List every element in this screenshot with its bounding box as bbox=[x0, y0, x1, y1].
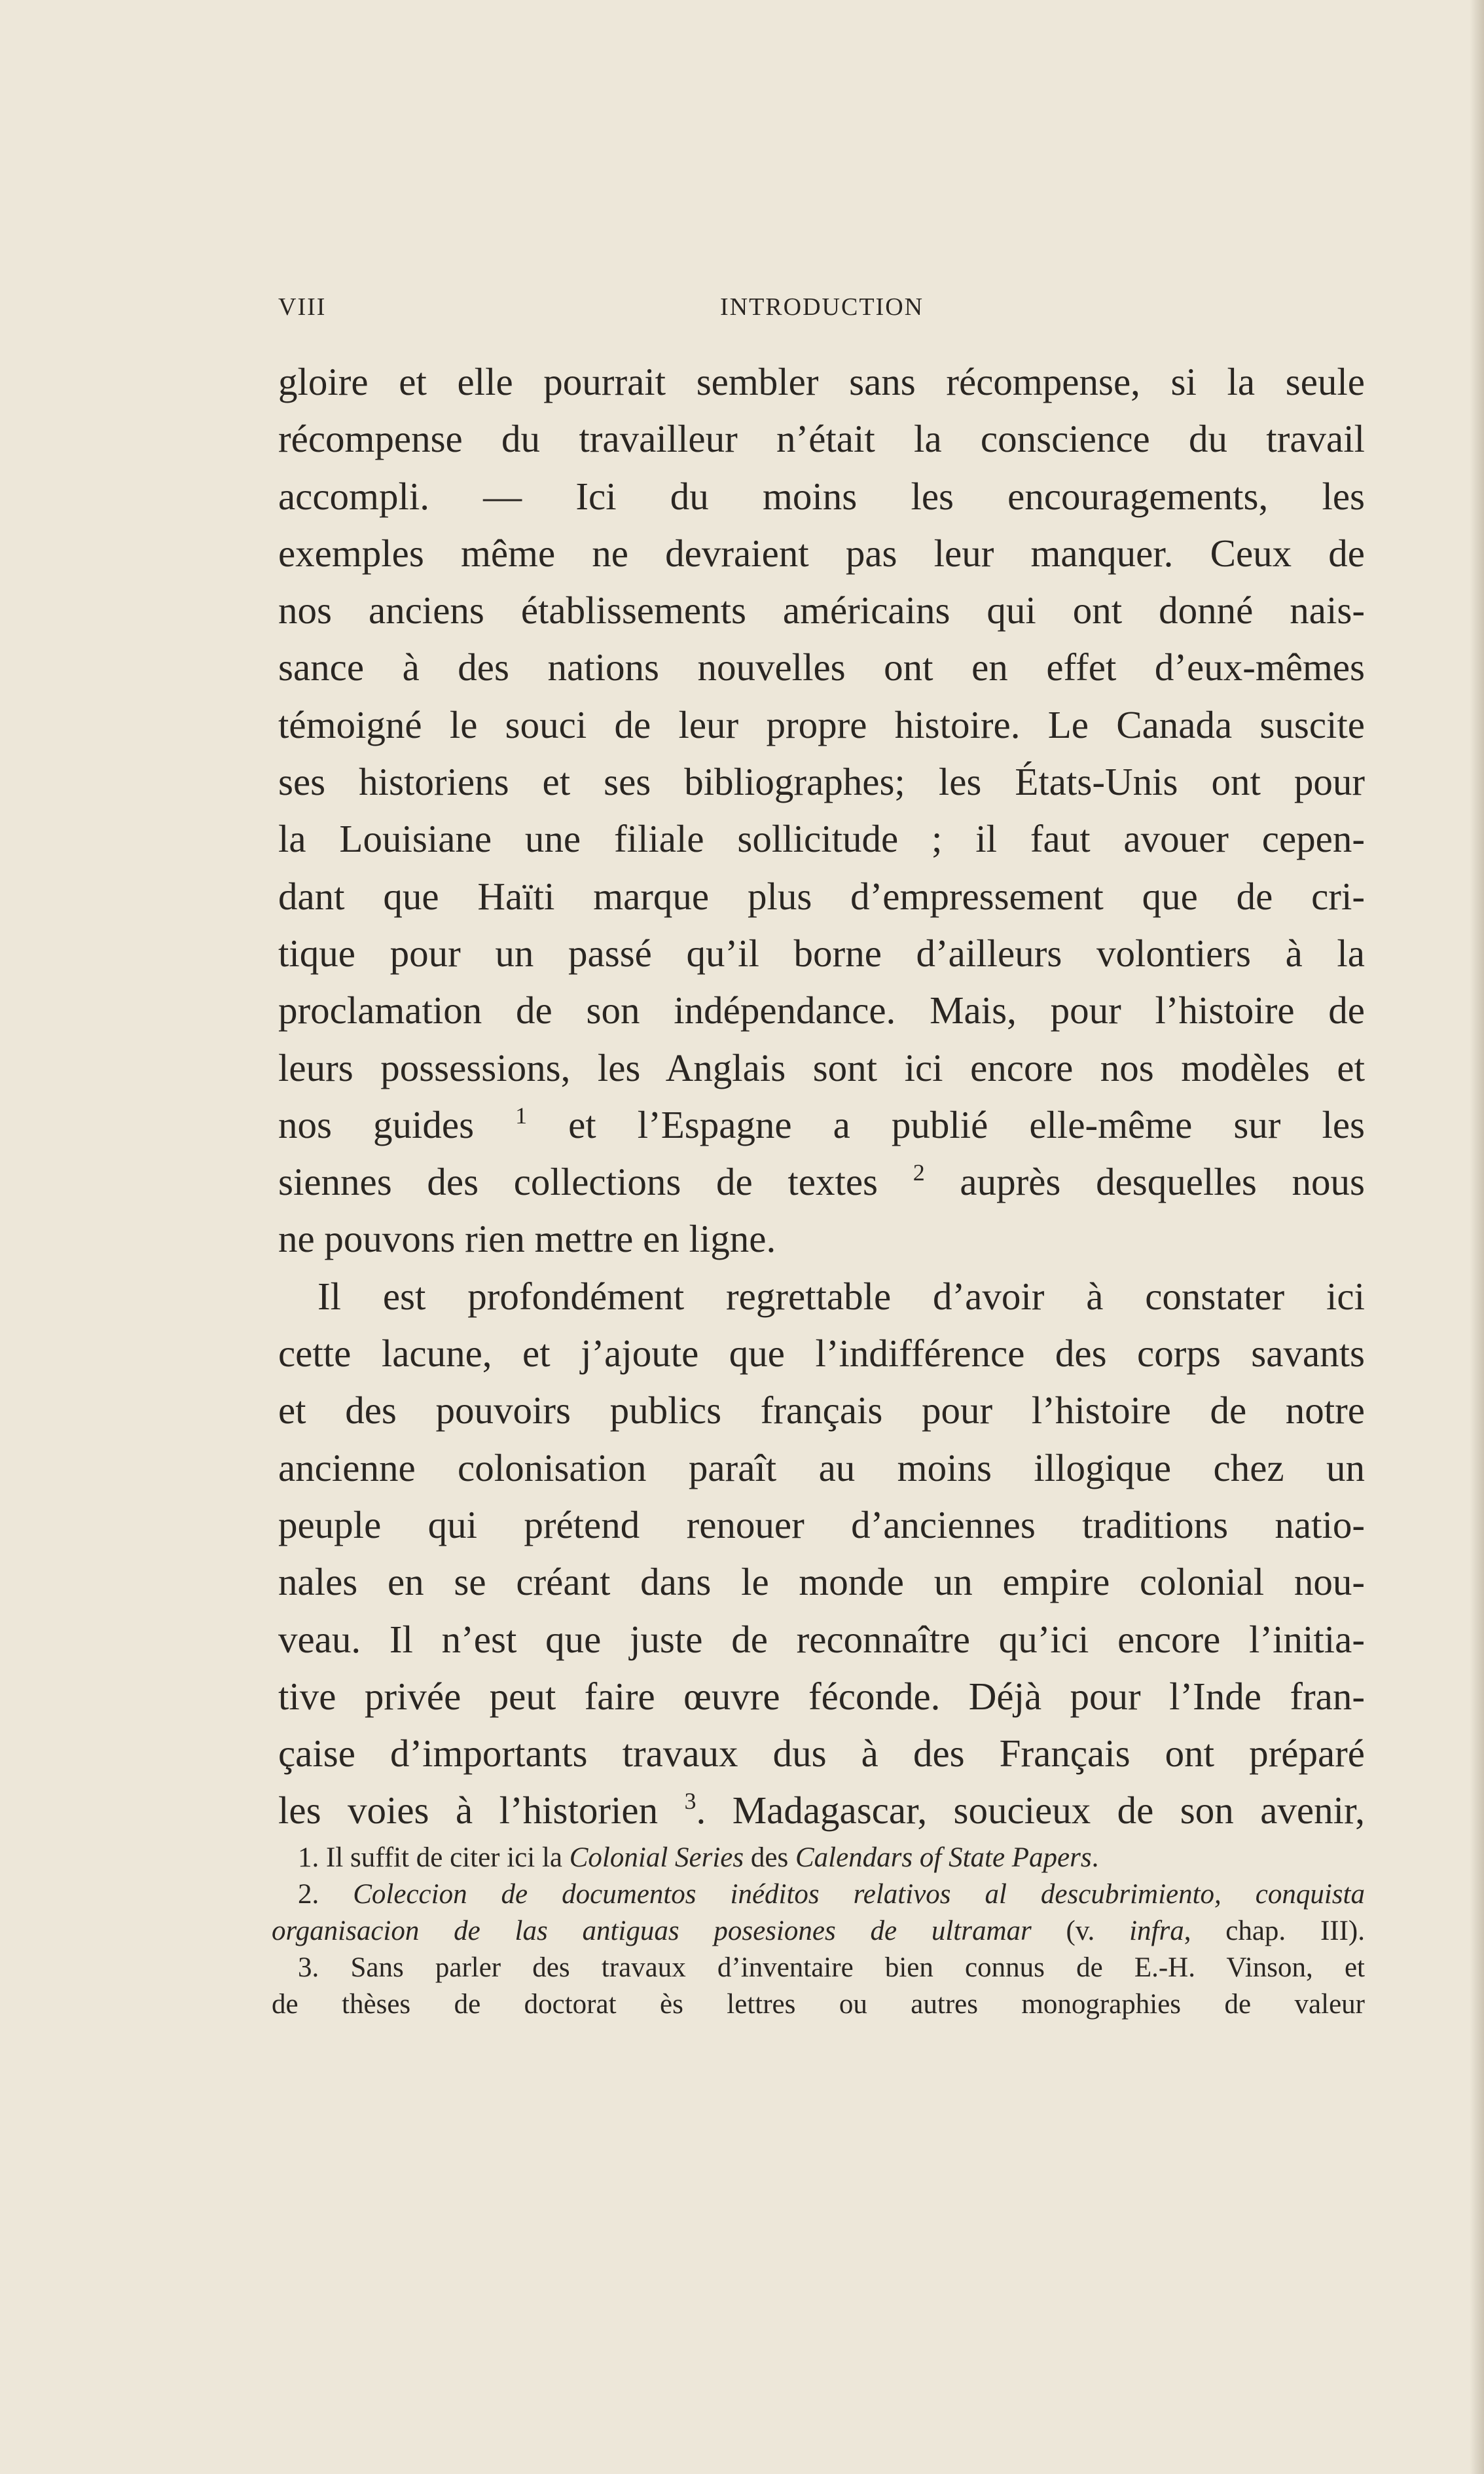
body-line: nos anciens établissements américains qui ont donné nais- bbox=[278, 589, 1365, 632]
footnote-text: . bbox=[1091, 1842, 1099, 1873]
body-line bbox=[278, 1154, 1365, 1210]
body-line: veau. Il n’est que juste de reconnaître qu’ici encore l’initia- bbox=[278, 1617, 1365, 1661]
body-line bbox=[278, 1097, 1365, 1154]
body-line: ancienne colonisation paraît au moins illogique chez un bbox=[278, 1446, 1365, 1489]
body-line: dant que Haïti marque plus d’empressement que de cri- bbox=[278, 874, 1365, 918]
footnote-ref-3: 3 bbox=[684, 1788, 697, 1815]
body-line: proclamation de son indépendance. Mais, pour l’histoire de bbox=[278, 989, 1365, 1032]
body-line: la Louisiane une filiale sollicitude ; il faut avouer cepen- bbox=[278, 817, 1365, 861]
footnote-italic: Colonial Series bbox=[569, 1842, 744, 1873]
footnote-text: , chap. III). bbox=[1184, 1916, 1365, 1946]
body-line: cette lacune, et j’ajoute que l’indifférence des corps savants bbox=[278, 1332, 1365, 1375]
footnote-italic: infra bbox=[1129, 1916, 1184, 1946]
body-line-text: les voies à l’historien bbox=[278, 1789, 685, 1832]
body-line: sance à des nations nouvelles ont en effet d’eux-mêmes bbox=[278, 646, 1365, 689]
footnote-1 bbox=[272, 1840, 1365, 1876]
footnote-number: 3. bbox=[298, 1952, 319, 1983]
running-head bbox=[278, 293, 1365, 332]
footnote-italic: Coleccion de documentos inéditos relativos al descubrimiento, conquista bbox=[353, 1879, 1365, 1910]
footnote-ref-1: 1 bbox=[515, 1102, 528, 1129]
body-line-text: siennes des collections de textes bbox=[278, 1160, 913, 1204]
body-line-text: nos guides bbox=[278, 1102, 516, 1146]
body-line: gloire et elle pourrait sembler sans récompense, si la seule bbox=[278, 360, 1365, 403]
footnote-3 bbox=[272, 1950, 1365, 1986]
footnotes bbox=[272, 1840, 1365, 2023]
footnote-number: 2. bbox=[298, 1879, 319, 1910]
page-edge-shadow bbox=[1470, 0, 1484, 2474]
body-line: ne pouvons rien mettre en ligne. bbox=[278, 1217, 776, 1261]
body-line: peuple qui prétend renouer d’anciennes traditions natio- bbox=[278, 1502, 1365, 1546]
footnote-2 bbox=[272, 1876, 1365, 1913]
body-line: accompli. — Ici du moins les encouragements, les bbox=[278, 474, 1365, 518]
body-line: Il est profondément regrettable d’avoir à constater ici bbox=[317, 1274, 1365, 1318]
body-line-text: et l’Espagne a publié elle-même sur les bbox=[527, 1102, 1366, 1146]
body-line: exemples même ne devraient pas leur manquer. Ceux de bbox=[278, 531, 1365, 575]
body-text bbox=[278, 354, 1365, 1840]
footnote-text: Il suffit de citer ici la bbox=[326, 1842, 570, 1873]
footnote-2-continued bbox=[272, 1913, 1365, 1950]
body-line: tive privée peut faire œuvre féconde. Déjà pour l’Inde fran- bbox=[278, 1674, 1365, 1718]
body-line: nales en se créant dans le monde un empire colonial nou- bbox=[278, 1560, 1365, 1604]
footnote-text: des bbox=[744, 1842, 795, 1873]
body-line: témoigné le souci de leur propre histoire. Le Canada suscite bbox=[278, 702, 1365, 746]
body-line-text: auprès desquelles nous bbox=[924, 1160, 1365, 1204]
footnote-3-continued: de thèses de doctorat ès lettres ou autres monographies de valeur bbox=[272, 1989, 1365, 2020]
body-line: récompense du travailleur n’était la conscience du travail bbox=[278, 417, 1365, 461]
body-line-text: . Madagascar, soucieux de son avenir, bbox=[696, 1789, 1365, 1832]
footnote-text: (v. bbox=[1031, 1916, 1130, 1946]
body-line: çaise d’importants travaux dus à des Français ont préparé bbox=[278, 1732, 1365, 1775]
footnote-number: 1. bbox=[298, 1842, 319, 1873]
footnote-italic: Calendars of State Papers bbox=[795, 1842, 1092, 1873]
body-line: tique pour un passé qu’il borne d’ailleurs volontiers à la bbox=[278, 931, 1365, 975]
running-title: INTRODUCTION bbox=[720, 293, 924, 321]
body-line: leurs possessions, les Anglais sont ici encore nos modèles et bbox=[278, 1046, 1365, 1089]
body-line: et des pouvoirs publics français pour l’histoire de notre bbox=[278, 1389, 1365, 1432]
footnote-italic: organisacion de las antiguas posesiones de ultramar bbox=[272, 1916, 1032, 1946]
page-number: VIII bbox=[278, 293, 327, 321]
body-line bbox=[278, 1782, 1365, 1839]
footnote-text: Sans parler des travaux d’inventaire bien connus de E.-H. Vinson, et bbox=[350, 1952, 1365, 1983]
footnote-ref-2: 2 bbox=[913, 1159, 925, 1186]
body-line: ses historiens et ses bibliographes; les États-Unis ont pour bbox=[278, 760, 1365, 804]
